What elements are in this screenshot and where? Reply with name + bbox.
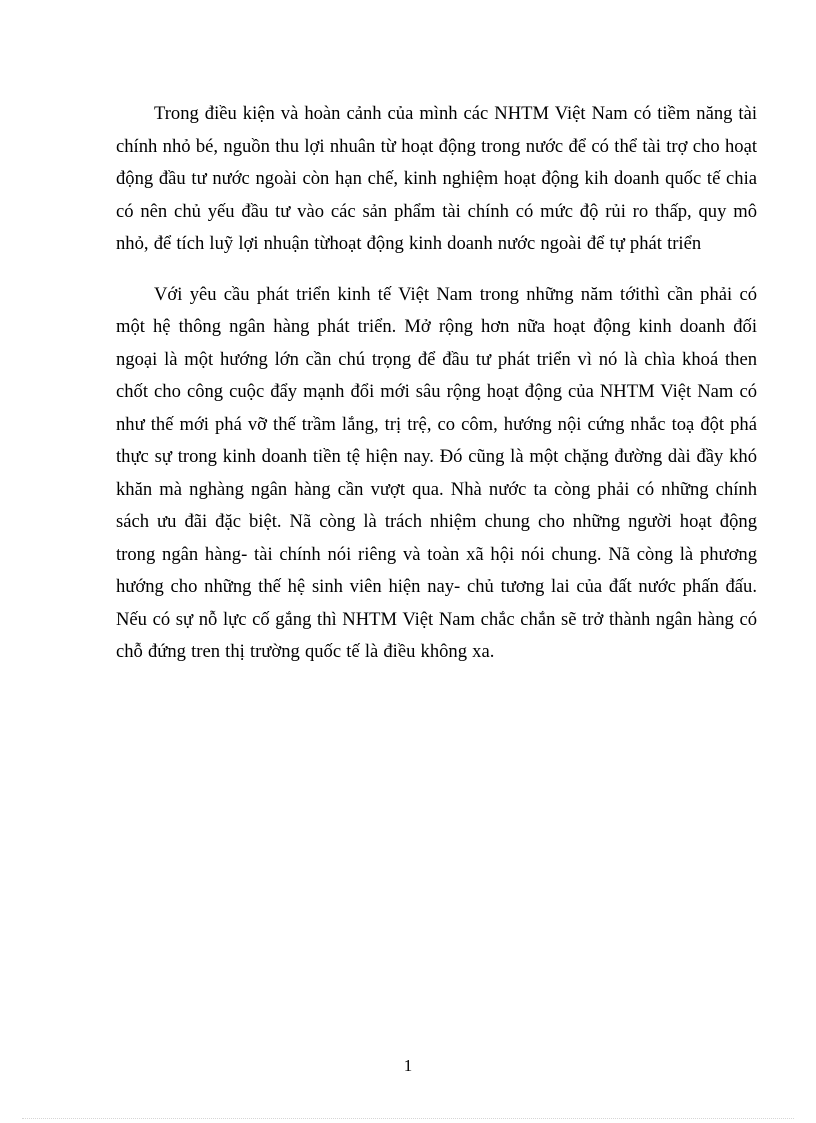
page-number: 1 — [403, 1056, 413, 1075]
paragraph-2: Với yêu cầu phát triển kinh tế Việt Nam trong những năm tớithì cần phải có một hệ thông ngân hàng phát triển. Mở rộng hơn nữa hoạt động kinh doanh đối ngoại là một hướng lớn cần chú trọng để đầu tư phát triển vì nó là chìa khoá then chốt cho công cuộc đẩy mạnh đổi mới sâu rộng hoạt động của NHTM Việt Nam có như thế mới phá vỡ thế trầm lắng, trị trệ, co côm, hướng nội cứng nhắc toạ đột phá thực sự trong kinh doanh tiền tệ hiện nay. Đó cũng là một chặng đường dài đầy khó khăn mà nghàng ngân hàng cần vượt qua. Nhà nước ta còng phải có những chính sách ưu đãi đặc biệt. Nã còng là trách nhiệm chung cho những người hoạt động trong ngân hàng- tài chính nói riêng và toàn xã hội nói chung. Nã còng là phương hướng cho những thế hệ sinh viên hiện nay- chủ tương lai của đất nước phấn đấu. Nếu có sự nỗ lực cố gắng thì NHTM Việt Nam chắc chắn sẽ trở thành ngân hàng có chỗ đứng tren thị trường quốc tế là điều không xa. — [116, 283, 757, 662]
body-text — [116, 98, 757, 687]
paragraph-1: Trong điều kiện và hoàn cảnh của mình các NHTM Việt Nam có tiềm năng tài chính nhỏ bé, nguồn thu lợi nhuân từ hoạt động trong nước để có thể tài trợ cho hoạt động đầu tư nước ngoài còn hạn chế, kinh nghiệm hoạt động kih doanh quốc tế chia có nên chủ yếu đầu tư vào các sản phẩm tài chính có mức độ rủi ro thấp, quy mô nhỏ, để tích luỹ lợi nhuận từhoạt động kinh doanh nước ngoài để tự phát triển — [116, 103, 757, 254]
page-bottom-divider — [22, 1118, 794, 1119]
